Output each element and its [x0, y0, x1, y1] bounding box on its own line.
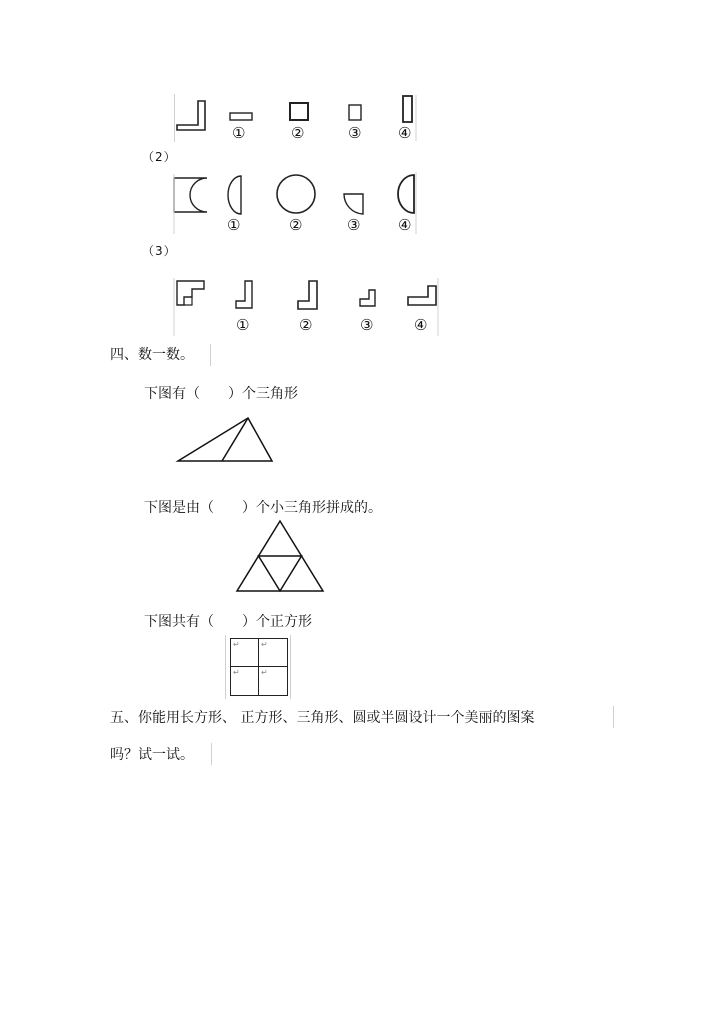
row1-option-3-shape	[349, 105, 361, 120]
row2-option-4-number: ④	[398, 216, 412, 234]
question-triangle-count: 下图有（ ）个三角形	[144, 386, 298, 402]
row1-option-4-number: ④	[398, 124, 412, 142]
row1-target-shape	[177, 101, 205, 130]
two-triangles-figure	[176, 414, 276, 466]
section-5-prompt-line-1: 五、你能用长方形、 正方形、三角形、圆或半圆设计一个美丽的图案	[110, 710, 535, 726]
row1-option-4-shape	[403, 96, 412, 122]
row3-option-4-shape	[408, 286, 436, 305]
row2-option-3-shape	[344, 194, 363, 214]
grid-cell-mark: ↵	[233, 640, 240, 649]
frame-line	[613, 706, 614, 728]
grid-cell-mark: ↵	[261, 640, 268, 649]
row3-option-1-shape	[236, 281, 252, 308]
row1-option-1-shape	[230, 113, 252, 120]
row3-option-4-number: ④	[414, 316, 428, 334]
row3-target-shape	[177, 281, 204, 305]
row2-option-2-number: ②	[289, 216, 303, 234]
row2-option-1-shape	[228, 176, 241, 214]
row1-option-3-number: ③	[348, 124, 362, 142]
row2-option-4-shape	[398, 175, 414, 213]
frame-line	[210, 344, 211, 366]
row2-option-3-number: ③	[347, 216, 361, 234]
row1-option-2-shape	[290, 103, 308, 120]
section-4-heading: 四、数一数。	[110, 347, 194, 363]
square-grid-figure	[225, 635, 291, 699]
subdivided-triangle-figure	[234, 518, 326, 594]
frame-line	[211, 743, 212, 765]
row3-option-3-number: ③	[360, 316, 374, 334]
row2-option-2-shape	[277, 175, 315, 213]
row3-option-3-shape	[360, 290, 375, 306]
part-2-label: （2）	[142, 150, 177, 164]
section-5-prompt-line-2: 吗？试一试。	[110, 747, 194, 763]
row3-option-2-shape	[298, 281, 317, 309]
row3-option-1-number: ①	[236, 316, 250, 334]
grid-cell-mark: ↵	[233, 668, 240, 677]
row1-option-1-number: ①	[232, 124, 246, 142]
grid-cell-mark: ↵	[261, 668, 268, 677]
row1-option-2-number: ②	[291, 124, 305, 142]
row3-option-2-number: ②	[299, 316, 313, 334]
row2-option-1-number: ①	[227, 216, 241, 234]
part-3-label: （3）	[142, 244, 177, 258]
question-small-triangles: 下图是由（ ）个小三角形拼成的。	[144, 500, 382, 516]
row2-target-shape	[174, 178, 207, 212]
question-square-count: 下图共有（ ）个正方形	[144, 614, 312, 630]
